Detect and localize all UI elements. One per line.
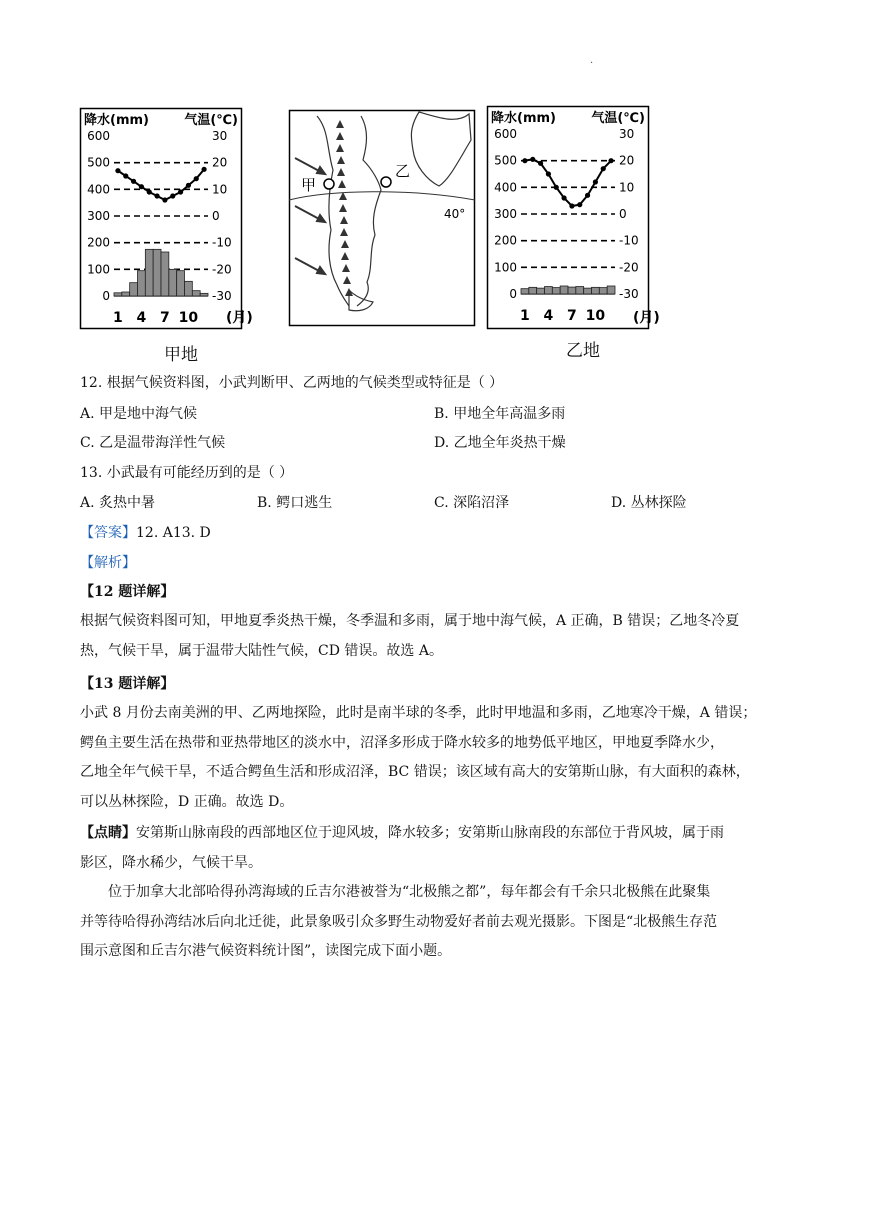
detail12-line: 热，气候干旱，属于温带大陆性气候，CD 错误。故选 A。 xyxy=(80,642,443,659)
precipitation-bar xyxy=(537,288,545,294)
q12-option-b: B. 甲地全年高温多雨 xyxy=(434,406,566,422)
x-tick-label: 1 xyxy=(113,310,123,326)
right-tick-label: 20 xyxy=(212,155,228,170)
x-tick-label: 4 xyxy=(136,310,147,326)
detail13-tag: 【13 题详解】 xyxy=(80,676,175,692)
right-tick-label: 20 xyxy=(619,153,635,168)
answer-line xyxy=(80,523,211,543)
point-tag: 【点睛】 xyxy=(80,825,136,841)
point-line: 安第斯山脉南段的西部地区位于迎风坡，降水较多；安第斯山脉南段的东部位于背风坡，属于雨 xyxy=(136,825,724,841)
left-tick-label: 100 xyxy=(494,260,517,275)
temperature-point xyxy=(186,183,191,188)
precipitation-bar xyxy=(599,288,607,294)
left-tick-label: 600 xyxy=(87,129,110,143)
temperature-point xyxy=(162,197,167,202)
precipitation-bar xyxy=(185,281,193,296)
temperature-point xyxy=(178,189,183,194)
precipitation-bar xyxy=(192,291,200,296)
precipitation-bar xyxy=(161,252,169,296)
left-tick-label: 300 xyxy=(494,207,517,221)
detail13-line: 可以丛林探险，D 正确。故选 D。 xyxy=(80,793,294,810)
left-tick-label: 300 xyxy=(87,209,110,223)
site-yi-marker xyxy=(381,177,391,187)
right-tick-label: 0 xyxy=(212,209,220,223)
right-tick-label: -30 xyxy=(212,289,232,303)
precipitation-bar xyxy=(521,289,529,294)
temperature-point xyxy=(538,161,543,166)
temperature-point xyxy=(115,168,120,173)
temperature-point xyxy=(139,184,144,189)
right-tick-label: 10 xyxy=(212,182,228,197)
detail13-line: 鳄鱼主要生活在热带和亚热带地区的淡水中，沼泽多形成于降水较多的地势低平地区，甲地夏季降水少， xyxy=(80,734,724,751)
q13-option-b: B. 鳄口逃生 xyxy=(257,495,333,511)
left-tick-label: 200 xyxy=(87,235,110,250)
left-tick-label: 500 xyxy=(87,155,110,170)
right-tick-label: -10 xyxy=(619,233,639,248)
x-tick-label: 10 xyxy=(178,310,199,326)
q12-option-a: A. 甲是地中海气候 xyxy=(80,406,198,422)
right-tick-label: 0 xyxy=(619,207,627,221)
left-tick-label: 200 xyxy=(494,233,517,248)
chart-left-axis-label: 降水(mm) xyxy=(491,111,556,126)
precipitation-bar xyxy=(130,283,138,296)
left-tick-label: 0 xyxy=(102,289,110,303)
precipitation-bar xyxy=(529,287,537,294)
precipitation-bar xyxy=(568,287,576,294)
chart-x-unit: (月) xyxy=(226,310,253,326)
temperature-point xyxy=(546,171,551,176)
intro-line: 围示意图和丘吉尔港气候资料统计图”，读图完成下面小题。 xyxy=(80,943,452,959)
point-text xyxy=(80,819,800,878)
precipitation-bar xyxy=(177,271,185,296)
x-tick-label: 7 xyxy=(160,310,170,326)
intro-line: 位于加拿大北部哈得孙湾海域的丘吉尔港被誉为“北极熊之都”，每年都会有千余只北极熊在此聚集 xyxy=(108,884,711,900)
temperature-point xyxy=(194,176,199,181)
temperature-point xyxy=(593,179,598,184)
precipitation-bar xyxy=(552,288,560,294)
precipitation-bar xyxy=(607,286,615,294)
q13-option-d: D. 丛林探险 xyxy=(611,495,687,511)
right-tick-label: -20 xyxy=(619,260,639,275)
temperature-point xyxy=(522,158,527,163)
left-tick-label: 600 xyxy=(494,127,517,141)
detail12-tag: 【12 题详解】 xyxy=(80,584,175,600)
site-jia-marker xyxy=(324,179,334,189)
page-mark: · xyxy=(590,58,594,69)
left-tick-label: 0 xyxy=(509,287,517,301)
precipitation-bar xyxy=(545,287,553,294)
precipitation-bar xyxy=(122,292,130,296)
climate-chart-jia xyxy=(80,108,253,330)
detail12-line: 根据气候资料图可知，甲地夏季炎热干燥，冬季温和多雨，属于地中海气候，A 正确，B 错误；乙地冬冷夏 xyxy=(80,613,740,629)
temperature-point xyxy=(201,167,206,172)
intro-line: 并等待哈得孙湾结冰后向北迁徙，此景象吸引众多野生动物爱好者前去观光摄影。下图是“北极熊生存范 xyxy=(80,913,718,930)
latitude-label: 40° xyxy=(444,207,466,221)
detail12-text xyxy=(80,607,800,666)
precipitation-bar xyxy=(114,293,122,296)
temperature-point xyxy=(170,193,175,198)
right-tick-label: -20 xyxy=(212,262,232,277)
temperature-point xyxy=(585,193,590,198)
q13-stem: 13. 小武最有可能经历到的是（ ） xyxy=(80,465,294,481)
left-tick-label: 500 xyxy=(494,153,517,168)
precipitation-bar xyxy=(153,249,161,296)
chart-right-axis-label: 气温(℃) xyxy=(591,111,645,126)
q12-stem: 12. 根据气候资料图，小武判断甲、乙两地的气候类型或特征是（ ） xyxy=(80,375,504,391)
x-tick-label: 1 xyxy=(520,308,530,324)
precipitation-bar xyxy=(560,286,568,294)
temperature-point xyxy=(123,173,128,178)
temperature-point xyxy=(530,157,535,162)
detail13-line: 乙地全年气候干旱，不适合鳄鱼生活和形成沼泽，BC 错误；该区域有高大的安第斯山脉，有大面积的森林， xyxy=(80,764,750,780)
right-tick-label: -30 xyxy=(619,287,639,301)
temperature-point xyxy=(561,195,566,200)
left-tick-label: 400 xyxy=(494,180,517,195)
point-line: 影区，降水稀少，气候干旱。 xyxy=(80,854,262,871)
site-jia-label: 甲 xyxy=(301,176,317,194)
caption-yi: 乙地 xyxy=(566,341,600,361)
temperature-point xyxy=(569,203,574,208)
x-tick-label: 7 xyxy=(567,308,577,324)
precipitation-bar xyxy=(145,249,153,296)
temperature-point xyxy=(601,166,606,171)
right-tick-label: 30 xyxy=(619,127,635,141)
temperature-point xyxy=(577,202,582,207)
climate-chart-yi xyxy=(487,106,660,330)
right-tick-label: 10 xyxy=(619,180,635,195)
precipitation-bar xyxy=(592,287,600,294)
temperature-point xyxy=(554,185,559,190)
answer-text: 12. A13. D xyxy=(136,525,211,541)
q13-option-a: A. 炙热中暑 xyxy=(80,495,156,511)
x-tick-label: 4 xyxy=(543,308,554,324)
chart-right-axis-label: 气温(℃) xyxy=(184,113,238,128)
temperature-point xyxy=(147,189,152,194)
intro-text xyxy=(80,878,800,967)
chart-left-axis-label: 降水(mm) xyxy=(84,113,149,128)
precipitation-bar xyxy=(169,269,177,296)
answer-tag: 【答案】 xyxy=(80,525,136,541)
q13-option-c: C. 深陷沼泽 xyxy=(434,495,510,511)
temperature-point xyxy=(131,179,136,184)
precipitation-bar xyxy=(200,293,208,296)
q12-option-d: D. 乙地全年炎热干燥 xyxy=(434,435,566,451)
chart-x-unit: (月) xyxy=(633,310,660,326)
x-tick-label: 10 xyxy=(585,308,606,324)
right-tick-label: 30 xyxy=(212,129,228,143)
temperature-point xyxy=(608,158,613,163)
precipitation-bar xyxy=(576,287,584,294)
temperature-point xyxy=(154,193,159,198)
south-america-map xyxy=(289,110,475,326)
analysis-tag: 【解析】 xyxy=(80,555,136,571)
left-tick-label: 400 xyxy=(87,182,110,197)
precipitation-bar xyxy=(138,271,146,296)
site-yi-label: 乙 xyxy=(395,162,411,180)
detail13-text xyxy=(80,699,800,817)
caption-jia: 甲地 xyxy=(164,345,198,365)
left-tick-label: 100 xyxy=(87,262,110,277)
detail13-line: 小武 8 月份去南美洲的甲、乙两地探险，此时是南半球的冬季，此时甲地温和多雨，乙地寒冷干燥，A 错误； xyxy=(80,705,757,721)
right-tick-label: -10 xyxy=(212,235,232,250)
q12-option-c: C. 乙是温带海洋性气候 xyxy=(80,435,226,451)
precipitation-bar xyxy=(584,288,592,294)
